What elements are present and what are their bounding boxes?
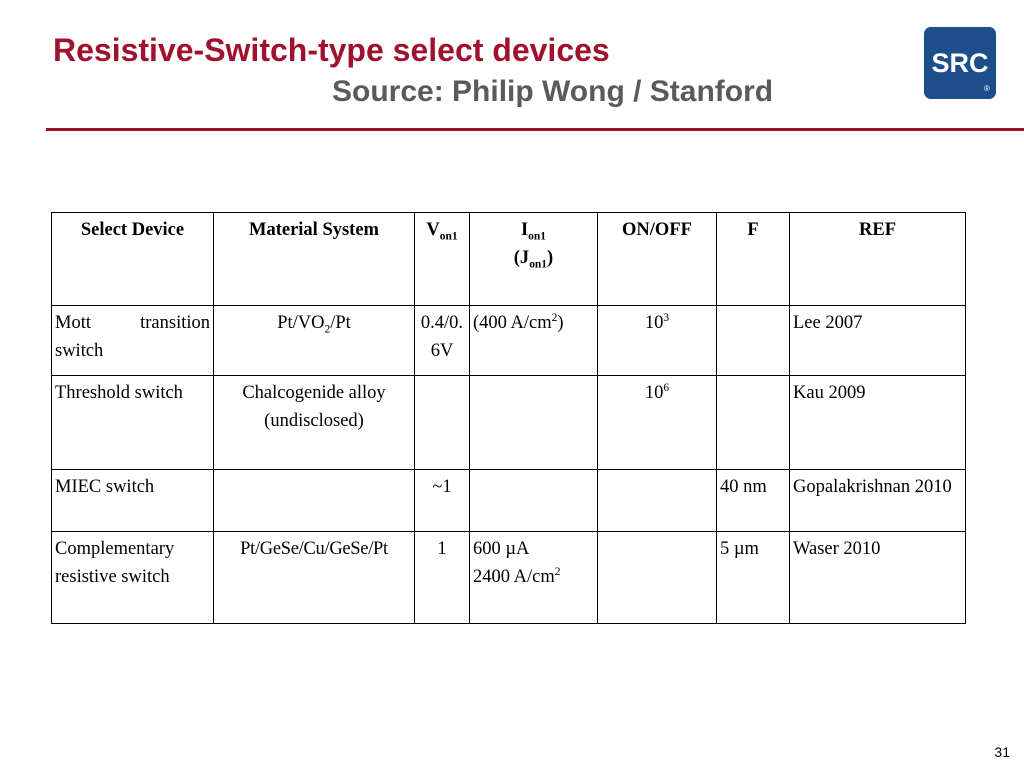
cell-ion: 600 µA 2400 $A/cm^2$ [470,532,598,624]
cell-von: ~1 [415,470,470,532]
header-ion: $I_{on1}$ $(J_{on1})$ [470,213,598,306]
cell-ref: Kau 2009 [790,376,966,470]
cell-f: 40 nm [717,470,790,532]
cell-f: 5 µm [717,532,790,624]
table-row [52,470,966,532]
cell-device: MIEC switch [52,470,214,532]
header-von: $V_{on1}$ [415,213,470,306]
slide-title: Resistive-Switch-type select devices [53,32,610,68]
cell-von [415,376,470,470]
slide-subtitle: Source: Philip Wong / Stanford [332,75,774,108]
cell-material: Pt/GeSe/Cu/GeSe/Pt [214,532,415,624]
src-logo-text: SRC [931,48,989,78]
header-select-device: Select Device [52,213,214,306]
header-f: F [717,213,790,306]
cell-device: Mott transition switch [52,306,214,376]
table-row [52,532,966,624]
cell-ion [470,376,598,470]
cell-von: 1 [415,532,470,624]
cell-on-off [598,470,717,532]
cell-material [214,470,415,532]
table-header-row [52,213,966,306]
cell-von: 0.4/0.6V [415,306,470,376]
cell-device: Complementary resistive switch [52,532,214,624]
header-material-system: Material System [214,213,415,306]
header-on-off: ON/OFF [598,213,717,306]
cell-material: $Pt/VO_2/Pt$ [214,306,415,376]
header-ref: REF [790,213,966,306]
cell-device: Threshold switch [52,376,214,470]
registered-mark: ® [984,84,990,93]
table-row [52,306,966,376]
cell-ref: Waser 2010 [790,532,966,624]
cell-on-off: $10^6$ [598,376,717,470]
cell-f [717,376,790,470]
cell-ion: (400 $A/cm^2$) [470,306,598,376]
title-divider [46,128,1024,131]
table-row [52,376,966,470]
cell-ref: Gopalakrishnan 2010 [790,470,966,532]
cell-ref: Lee 2007 [790,306,966,376]
cell-on-off [598,532,717,624]
page-number: 31 [994,744,1010,760]
select-devices-table [51,212,966,624]
src-logo [924,27,996,99]
cell-f [717,306,790,376]
cell-ion [470,470,598,532]
cell-on-off: $10^3$ [598,306,717,376]
cell-material: Chalcogenide alloy (undisclosed) [214,376,415,470]
